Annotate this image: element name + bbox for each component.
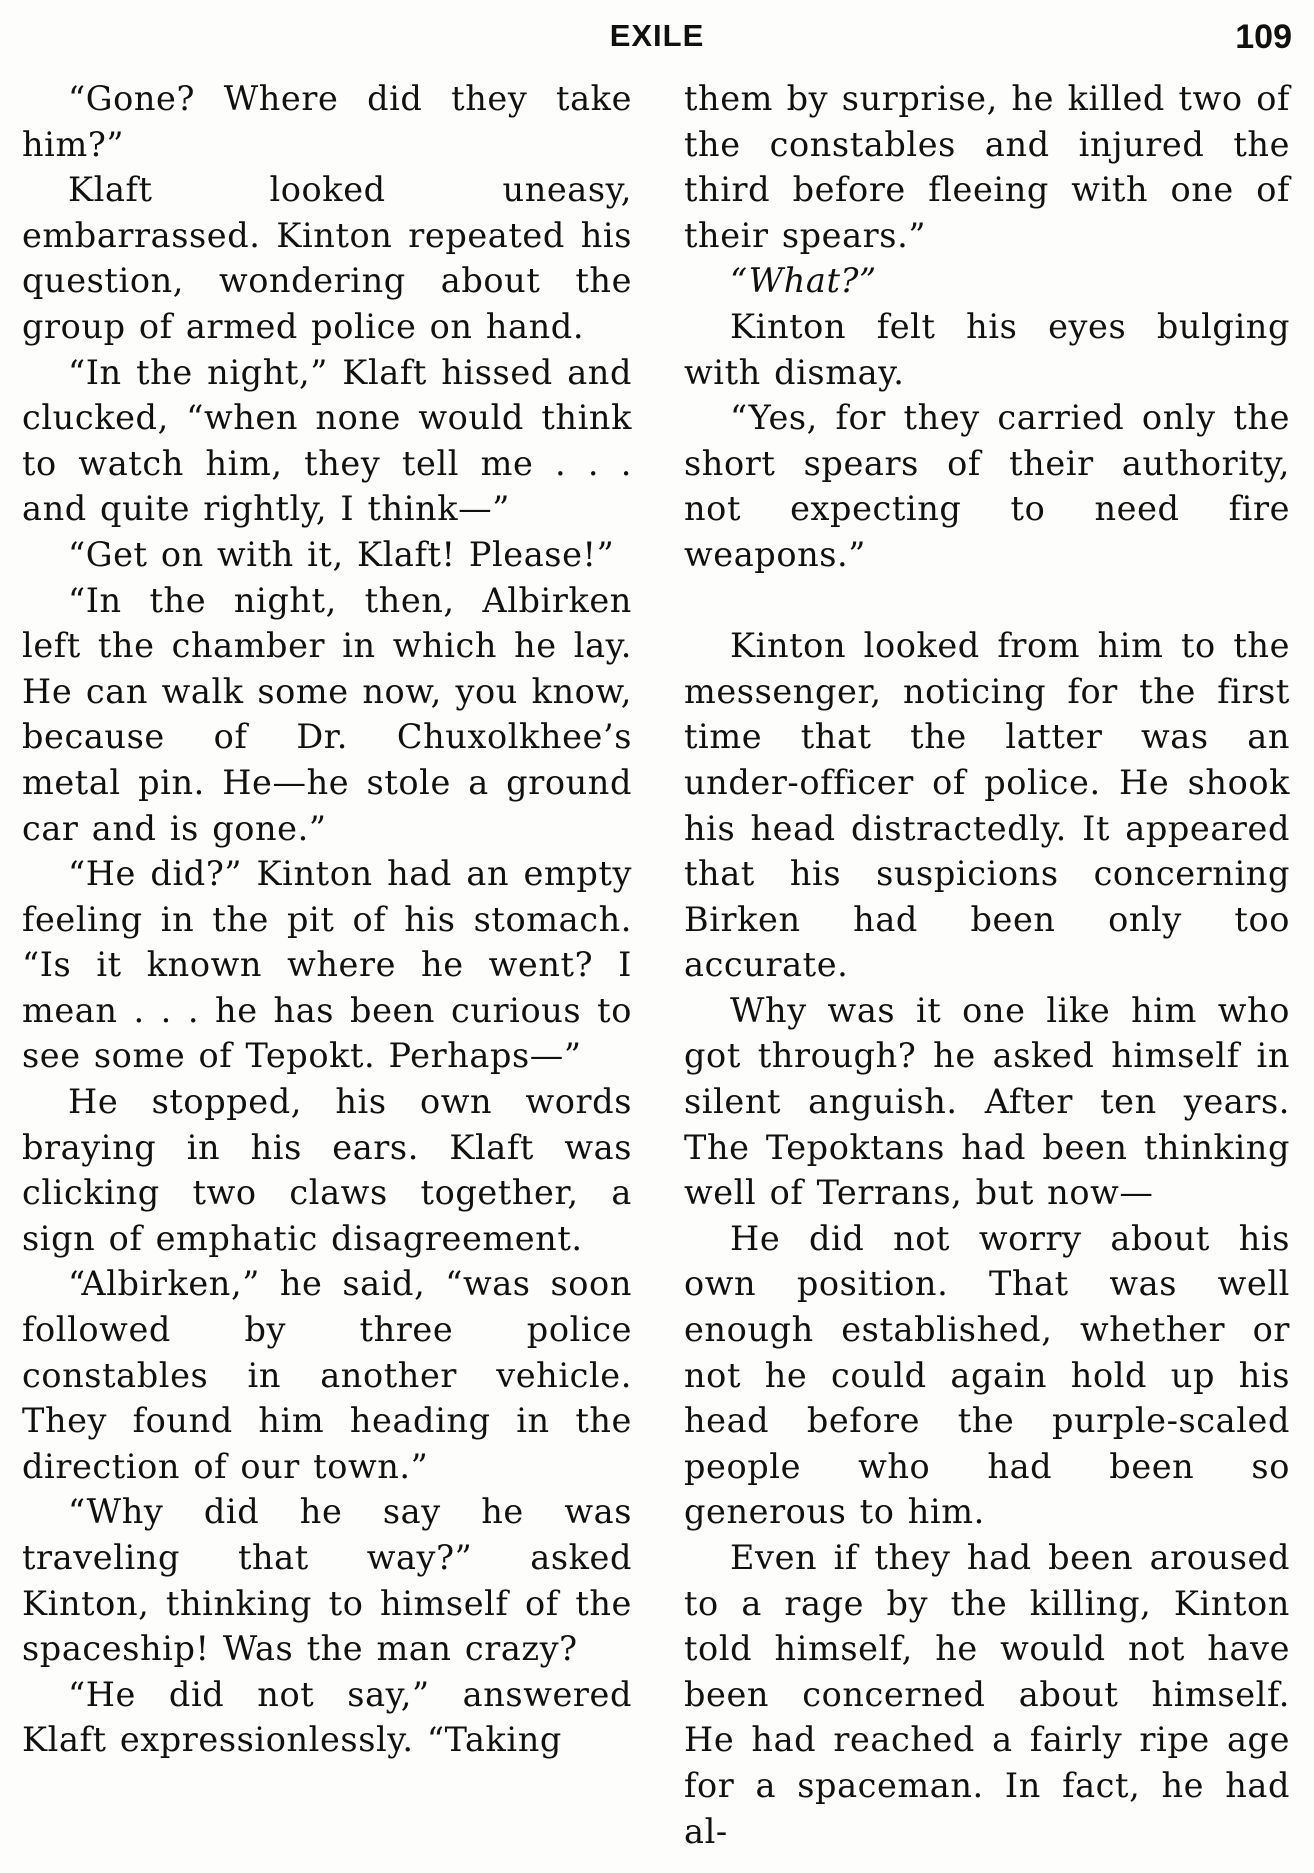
paragraph: “Gone? Where did they take him?” (22, 79, 632, 164)
paragraph: Even if they had been aroused to a rage by the killing, Kinton told himself, he would not have been concerned about himself. He had reached a fairly ripe age for a spaceman. In fact, he had al- (684, 1538, 1290, 1851)
paragraph: “Why did he say he was traveling that way?” asked Kinton, thinking to himself of the spaceship! Was the man crazy? (22, 1492, 632, 1669)
paragraph: Why was it one like him who got through? he asked himself in silent anguish. After ten years. The Tepoktans had been thinking well of Terrans, but now— (684, 990, 1290, 1213)
paragraph: He did not worry about his own position. That was well enough established, whether or not he could again hold up his head before the purple-scaled people who had been so generous to him. (684, 1218, 1290, 1532)
paragraph: “Yes, for they carried only the short spears of their authority, not expecting to need fire weapons.” (684, 398, 1290, 574)
paragraph: Kinton felt his eyes bulging with dismay. (684, 306, 1290, 392)
right-column (684, 76, 1290, 1854)
paragraph: He stopped, his own words braying in his ears. Klaft was clicking two claws together, a sign of emphatic disagreement. (22, 1082, 632, 1258)
paragraph: “In the night,” Klaft hissed and clucked, “when none would think to watch him, they tell me . . . and quite rightly, I think—” (22, 352, 632, 529)
paragraph: Kinton looked from him to the messenger, noticing for the first time that the latter was an under-officer of police. He shook his head distractedly. It appeared that his suspicions concerning Birken had been only too accurate. (684, 626, 1290, 985)
paragraph: “He did not say,” answered Klaft expressionlessly. “Taking (22, 1674, 632, 1760)
running-head (0, 18, 1314, 58)
paragraph: “Albirken,” he said, “was soon followed by three police constables in another vehicle. They found him heading in the direction of our town.” (22, 1264, 632, 1486)
paragraph-continued: them by surprise, he killed two of the constables and injured the third before fleeing with one of their spears.” (684, 79, 1290, 255)
paragraph: “Get on with it, Klaft! Please!” (68, 534, 615, 574)
paragraph: “What?” (730, 261, 877, 301)
running-title: EXILE (609, 18, 705, 53)
paragraph: Klaft looked uneasy, embarrassed. Kinton repeated his question, wondering about the group of armed police on hand. (22, 170, 632, 346)
paragraph: “In the night, then, Albirken left the chamber in which he lay. He can walk some now, you know, because of Dr. Chuxolkhee’s metal pin. He—he stole a ground car and is gone.” (22, 580, 632, 848)
page-number: 109 (1235, 18, 1292, 56)
left-column (22, 76, 632, 1763)
paragraph: “He did?” Kinton had an empty feeling in the pit of his stomach. “Is it known where he went? I mean . . . he has been curious to see some of Tepokt. Perhaps—” (22, 854, 632, 1076)
